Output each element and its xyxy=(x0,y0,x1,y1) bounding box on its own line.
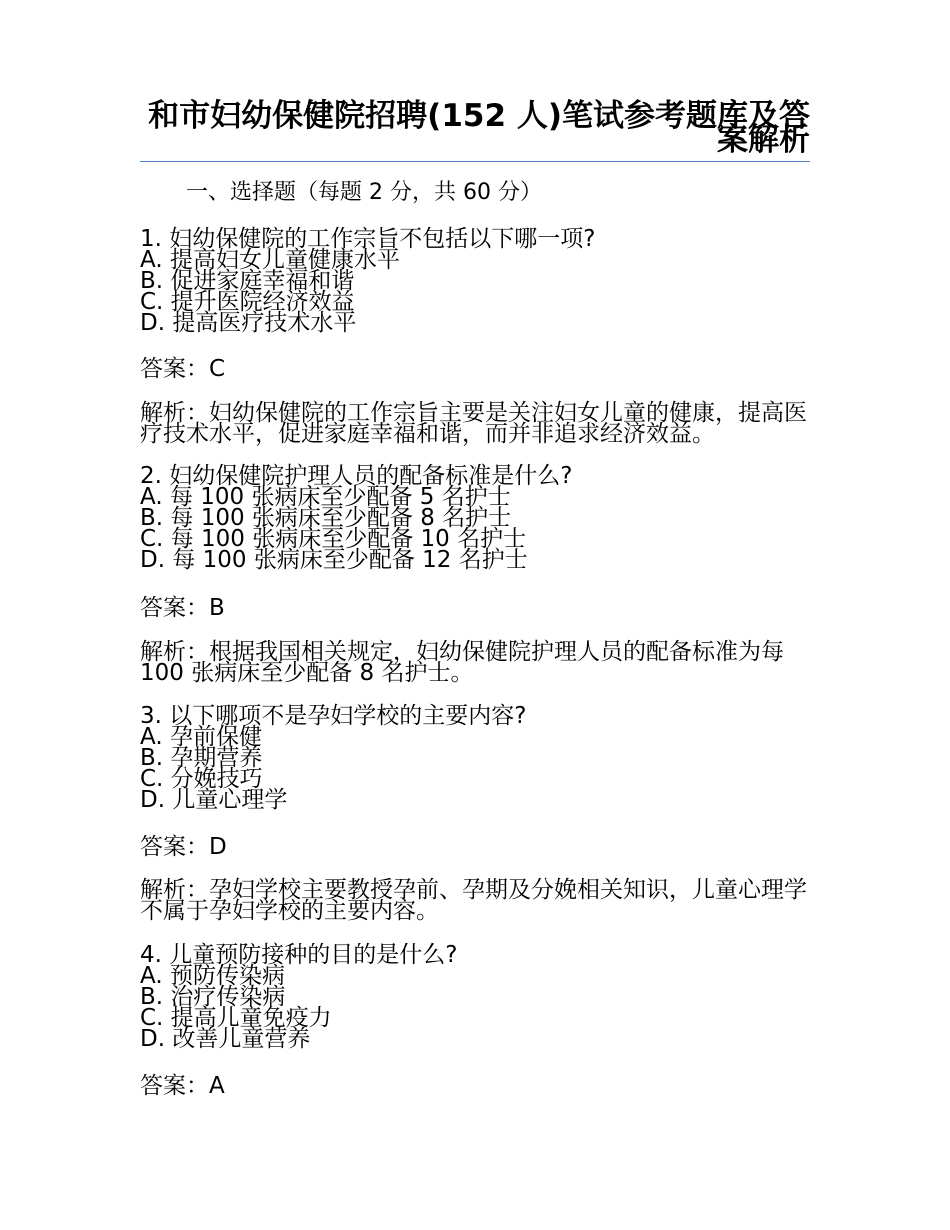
answer-1: 答案：C xyxy=(140,356,226,382)
option-a: A. 孕前保健 xyxy=(140,724,262,750)
question-1 xyxy=(140,226,815,336)
option-c: C. 提高儿童免疫力 xyxy=(140,1005,332,1031)
section-heading: 一、选择题（每题 2 分，共 60 分） xyxy=(186,180,542,205)
option-c: C. 每 100 张病床至少配备 10 名护士 xyxy=(140,526,527,552)
option-a: A. 预防传染病 xyxy=(140,963,285,989)
option-d: D. 每 100 张病床至少配备 12 名护士 xyxy=(140,547,528,573)
answer-4: 答案：A xyxy=(140,1073,225,1099)
document-title: 和市妇幼保健院招聘(152 人)笔试参考题库及答案解析 xyxy=(148,98,810,158)
explanation-1: 解析：妇幼保健院的工作宗旨主要是关注妇女儿童的健康，提高医疗技术水平，促进家庭幸福和谐，而并非追求经济效益。 xyxy=(140,400,807,447)
title-underline xyxy=(140,161,810,162)
option-d: D. 改善儿童营养 xyxy=(140,1026,311,1052)
option-b: B. 每 100 张病床至少配备 8 名护士 xyxy=(140,505,512,531)
option-c: C. 分娩技巧 xyxy=(140,766,263,792)
question-stem: 3. 以下哪项不是孕妇学校的主要内容? xyxy=(140,703,527,729)
option-b: B. 促进家庭幸福和谐 xyxy=(140,268,355,294)
question-4 xyxy=(140,942,815,1052)
question-2 xyxy=(140,463,815,573)
option-b: B. 治疗传染病 xyxy=(140,984,286,1010)
answer-2: 答案：B xyxy=(140,595,225,621)
explanation-3: 解析：孕妇学校主要教授孕前、孕期及分娩相关知识，儿童心理学不属于孕妇学校的主要内容。 xyxy=(140,877,807,924)
option-c: C. 提升医院经济效益 xyxy=(140,289,355,315)
question-stem: 1. 妇幼保健院的工作宗旨不包括以下哪一项? xyxy=(140,226,596,252)
option-d: D. 儿童心理学 xyxy=(140,787,288,813)
option-b: B. 孕期营养 xyxy=(140,745,263,771)
option-d: D. 提高医疗技术水平 xyxy=(140,310,357,336)
option-a: A. 每 100 张病床至少配备 5 名护士 xyxy=(140,484,511,510)
answer-3: 答案：D xyxy=(140,834,227,860)
question-3 xyxy=(140,703,815,813)
explanation-2: 解析：根据我国相关规定，妇幼保健院护理人员的配备标准为每 100 张病床至少配备 8 名护士。 xyxy=(140,639,784,686)
question-stem: 4. 儿童预防接种的目的是什么? xyxy=(140,942,458,968)
option-a: A. 提高妇女儿童健康水平 xyxy=(140,247,400,273)
question-stem: 2. 妇幼保健院护理人员的配备标准是什么? xyxy=(140,463,573,489)
